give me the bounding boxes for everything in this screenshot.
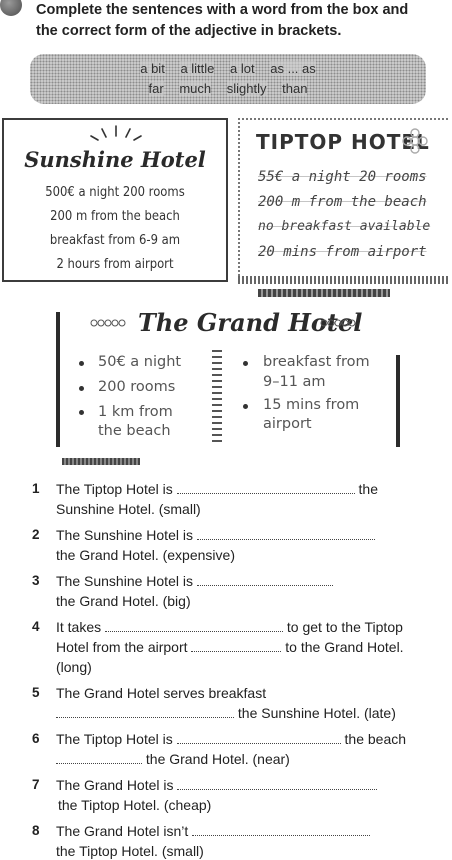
question-text xyxy=(56,638,404,656)
question-number: 1 xyxy=(32,481,40,496)
question-text xyxy=(56,572,333,590)
grand-detail: airport xyxy=(263,416,312,432)
tiptop-title: TIPTOP HOTEL xyxy=(256,130,430,154)
answer-blank[interactable] xyxy=(177,777,377,790)
divider xyxy=(212,350,222,446)
ornament-icon xyxy=(90,318,126,328)
sunshine-line: 500€ a night 200 rooms xyxy=(45,184,185,200)
instructions xyxy=(36,0,446,42)
question-number: 6 xyxy=(32,731,40,746)
sunshine-line: breakfast from 6-9 am xyxy=(49,232,181,248)
question-part: the Tiptop Hotel. (small) xyxy=(56,843,204,859)
flower-icon xyxy=(402,128,428,154)
question-part: the Grand Hotel. (near) xyxy=(145,751,290,767)
bullet xyxy=(243,404,248,409)
question-text xyxy=(56,526,375,544)
grand-detail: 15 mins from xyxy=(263,397,360,413)
sunshine-line: 2 hours from airport xyxy=(56,256,174,272)
answer-blank[interactable] xyxy=(56,751,142,764)
question-number: 7 xyxy=(32,777,40,792)
tiptop-hotel-card xyxy=(238,118,448,284)
question-part: the Sunshine Hotel. (late) xyxy=(237,705,396,721)
grand-detail: 1 km from xyxy=(98,404,173,420)
question-text xyxy=(56,776,377,794)
word-as-as: as ... as xyxy=(270,61,316,76)
instructions-line-1: Complete the sentences with a word from the box and xyxy=(36,2,409,18)
question-part: the xyxy=(358,481,378,497)
question-part: to the Grand Hotel. xyxy=(285,639,404,655)
question-number: 8 xyxy=(32,823,40,838)
tiptop-line: 200 m from the beach xyxy=(258,194,427,210)
word-a-little: a little xyxy=(180,61,215,76)
sunshine-line: 200 m from the beach xyxy=(50,208,180,224)
question-part: The Grand Hotel is xyxy=(56,777,174,793)
divider xyxy=(396,355,400,447)
sun-rays-icon xyxy=(88,124,144,142)
answer-blank[interactable] xyxy=(197,527,375,540)
grand-detail: 200 rooms xyxy=(98,379,176,395)
word-box-row-1 xyxy=(30,61,426,76)
question-part: Hotel from the airport xyxy=(56,639,188,655)
grand-title: The Grand Hotel xyxy=(138,308,363,337)
answer-blank[interactable] xyxy=(56,705,234,718)
question-text xyxy=(56,480,378,498)
word-far: far xyxy=(148,81,164,96)
question-text xyxy=(56,730,406,748)
question-text xyxy=(56,618,403,636)
question-part: The Sunshine Hotel is xyxy=(56,527,193,543)
divider xyxy=(62,458,140,465)
question-number: 5 xyxy=(32,685,40,700)
word-much: much xyxy=(179,81,212,96)
divider xyxy=(238,276,448,284)
ornament-icon xyxy=(320,318,356,328)
sunshine-hotel-card xyxy=(2,118,228,282)
question-text xyxy=(56,822,370,840)
bullet xyxy=(79,361,84,366)
question-part: The Sunshine Hotel is xyxy=(56,573,193,589)
grand-detail: 50€ a night xyxy=(98,354,182,370)
divider xyxy=(238,118,240,284)
word-slightly: slightly xyxy=(226,81,267,96)
question-part: the Grand Hotel. (big) xyxy=(56,593,191,609)
divider xyxy=(258,289,390,297)
word-than: than xyxy=(282,81,308,96)
divider xyxy=(238,118,448,120)
word-box-row-2 xyxy=(30,81,426,96)
question-part: The Tiptop Hotel is xyxy=(56,731,173,747)
tiptop-line: 55€ a night 20 rooms xyxy=(258,169,427,185)
instructions-line-2: the correct form of the adjective in brackets. xyxy=(36,23,342,39)
question-part: Sunshine Hotel. (small) xyxy=(56,501,201,517)
question-part: the Grand Hotel. (expensive) xyxy=(56,547,235,563)
answer-blank[interactable] xyxy=(105,619,283,632)
question-part: (long) xyxy=(56,659,92,675)
question-part: the Tiptop Hotel. (cheap) xyxy=(58,797,212,813)
bullet xyxy=(243,361,248,366)
bullet xyxy=(79,386,84,391)
answer-blank[interactable] xyxy=(177,731,341,744)
word-box xyxy=(30,54,426,104)
question-part: It takes xyxy=(56,619,102,635)
word-a-bit: a bit xyxy=(140,61,165,76)
grand-detail: breakfast from xyxy=(263,354,370,370)
grand-detail: 9–11 am xyxy=(263,374,326,390)
question-part: The Grand Hotel serves breakfast xyxy=(56,685,267,701)
bullet xyxy=(79,410,84,415)
word-a-lot: a lot xyxy=(230,61,255,76)
answer-blank[interactable] xyxy=(192,823,370,836)
exercise-icon xyxy=(0,0,22,16)
question-part: the beach xyxy=(344,731,407,747)
tiptop-line: no breakfast available xyxy=(258,219,431,234)
answer-blank[interactable] xyxy=(177,481,355,494)
question-part: The Grand Hotel isn’t xyxy=(56,823,189,839)
grand-detail: the beach xyxy=(98,423,171,439)
question-part: to get to the Tiptop xyxy=(286,619,403,635)
answer-blank[interactable] xyxy=(197,573,333,586)
tiptop-line: 20 mins from airport xyxy=(258,244,427,260)
divider xyxy=(56,312,60,447)
question-number: 2 xyxy=(32,527,40,542)
answer-blank[interactable] xyxy=(191,639,281,652)
question-number: 3 xyxy=(32,573,40,588)
question-text xyxy=(56,750,290,768)
question-part: The Tiptop Hotel is xyxy=(56,481,173,497)
sunshine-title: Sunshine Hotel xyxy=(24,147,206,172)
question-number: 4 xyxy=(32,619,40,634)
question-text xyxy=(56,704,396,722)
